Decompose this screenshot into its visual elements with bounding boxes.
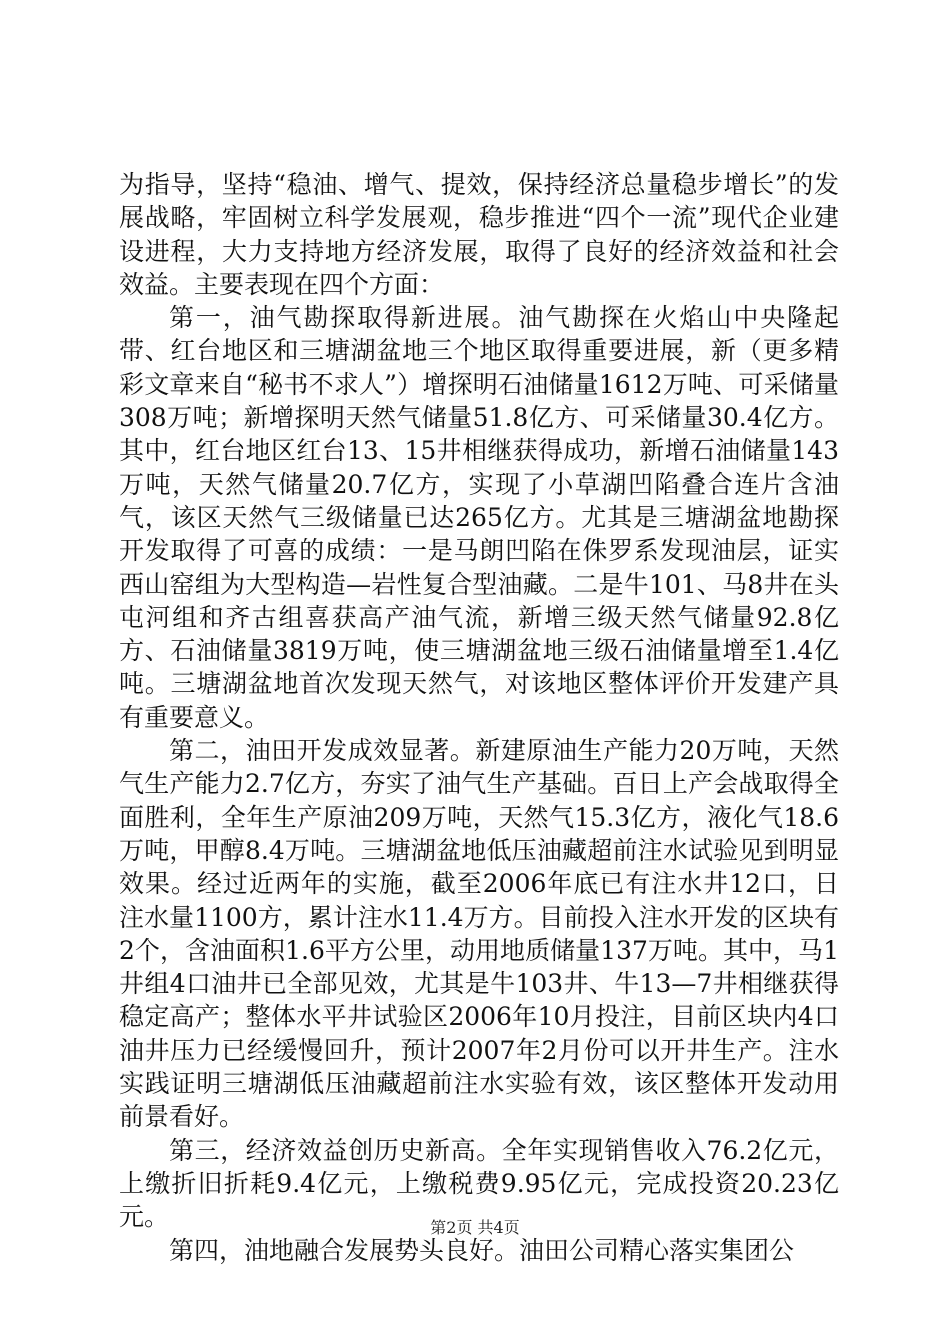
- page-number-label: 第2页 共4页: [430, 1218, 520, 1237]
- document-body: [119, 168, 839, 1267]
- page-footer: [0, 1218, 950, 1238]
- paragraph-integration: 第四，油地融合发展势头良好。油田公司精心落实集团公: [169, 1235, 795, 1265]
- paragraph-exploration: 第一，油气勘探取得新进展。油气勘探在火焰山中央隆起带、红台地区和三塘湖盆地三个地区取得重要进展，新（更多精彩文章来自“秘书不求人”）增探明石油储量1612万吨、可采储量308万吨；新增探明天然气储量51.8亿方、可采储量30.4亿方。其中，红台地区红台13、15井相继获得成功，新增石油储量143万吨，天然气储量20.7亿方，实现了小草湖凹陷叠合连片含油气，该区天然气三级储量已达265亿方。尤其是三塘湖盆地勘探开发取得了可喜的成绩：一是马朗凹陷在侏罗系发现油层，证实西山窑组为大型构造—岩性复合型油藏。二是牛101、马8井在头屯河组和齐古组喜获高产油气流，新增三级天然气储量92.8亿方、石油储量3819万吨，使三塘湖盆地三级石油储量增至1.4亿吨。三塘湖盆地首次发现天然气，对该地区整体评价开发建产具有重要意义。: [119, 303, 839, 732]
- paragraph-intro: 为指导，坚持“稳油、增气、提效，保持经济总量稳步增长”的发展战略，牢固树立科学发展观，稳步推进“四个一流”现代企业建设进程，大力支持地方经济发展，取得了良好的经济效益和社会效益。主要表现在四个方面：: [119, 170, 839, 299]
- paragraph-economic-benefit: 第三，经济效益创历史新高。全年实现销售收入76.2亿元，上缴折旧折耗9.4亿元，上缴税费9.95亿元，完成投资20.23亿元。: [119, 1135, 839, 1232]
- paragraph-development: 第二，油田开发成效显著。新建原油生产能力20万吨，天然气生产能力2.7亿方，夯实了油气生产基础。百日上产会战取得全面胜利，全年生产原油209万吨，天然气15.3亿方，液化气18.6万吨，甲醇8.4万吨。三塘湖盆地低压油藏超前注水试验见到明显效果。经过近两年的实施，截至2006年底已有注水井12口，日注水量1100方，累计注水11.4万方。目前投入注水开发的区块有2个，含油面积1.6平方公里，动用地质储量137万吨。其中，马1井组4口油井已全部见效，尤其是牛103井、牛13—7井相继获得稳定高产；整体水平井试验区2006年10月投注，目前区块内4口油井压力已经缓慢回升，预计2007年2月份可以开井生产。注水实践证明三塘湖低压油藏超前注水实验有效，该区整体开发动用前景看好。: [119, 736, 839, 1132]
